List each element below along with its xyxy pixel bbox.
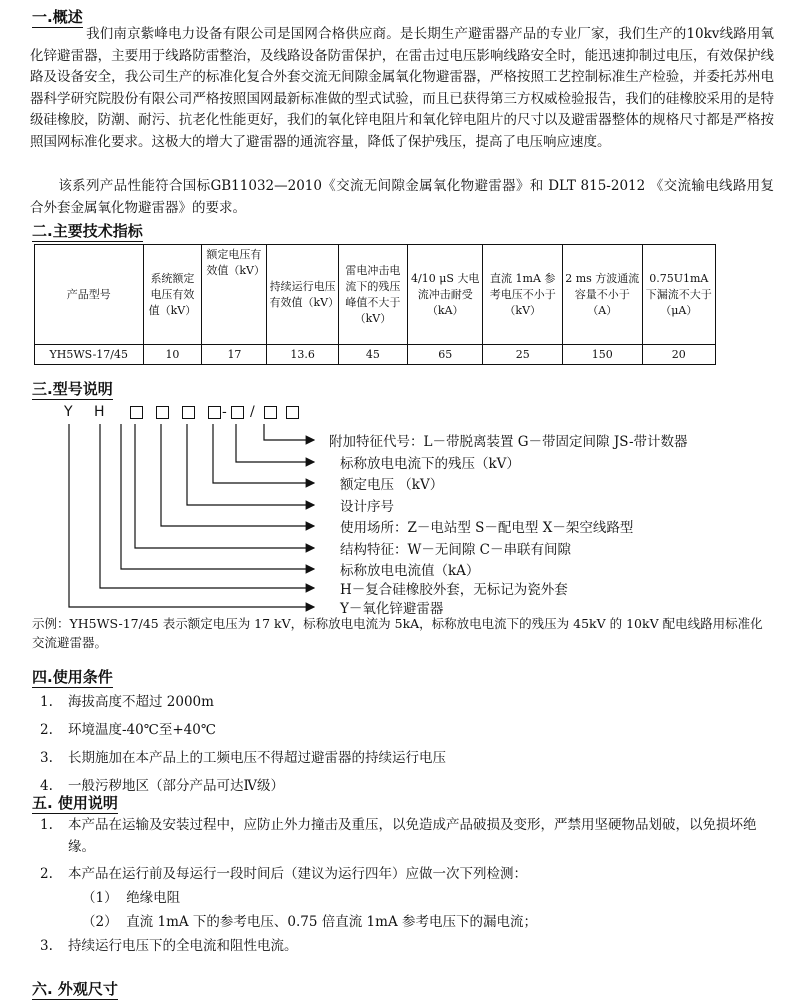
- instruction-item-2: 2. 本产品在运行前及每运行一段时间后（建议为运行四年）应做一次下列检测：: [40, 866, 527, 882]
- list-item: 4. 一般污秽地区（部分产品可达Ⅳ级）: [40, 778, 284, 794]
- instruction-item-1: 1. 本产品在运输及安装过程中，应防止外力撞击及重压，以免造成产品破损及变形，严禁用坚硬物品划破，以免损坏绝缘。: [40, 817, 757, 855]
- spec-header-row: [35, 245, 716, 345]
- model-desc-discharge: 标称放电电流值（kA）: [340, 563, 480, 579]
- spec-cell-leakage: 20: [642, 345, 715, 365]
- spec-header-model: 产品型号: [35, 245, 144, 345]
- spec-cell-impulse-withstand: 65: [408, 345, 483, 365]
- spec-header-leakage: 0.75U1mA下漏流不大于（μA）: [642, 245, 715, 345]
- spec-header-residual-voltage: 雷电冲击电流下的残压峰值不大于（kV）: [338, 245, 407, 345]
- spec-cell-residual-voltage: 45: [338, 345, 407, 365]
- spec-header-impulse-withstand: 4/10 μS 大电流冲击耐受（kA）: [408, 245, 483, 345]
- spec-cell-square-wave: 150: [563, 345, 643, 365]
- spec-table: [34, 244, 716, 365]
- instruction-sub-2: （2） 直流 1mA 下的参考电压、0.75 倍直流 1mA 参考电压下的漏电流；: [82, 914, 537, 930]
- list-item: 1. 海拔高度不超过 2000m: [40, 694, 214, 710]
- section-heading-instructions: 五. 使用说明: [32, 794, 118, 812]
- spec-cell-model: YH5WS-17/45: [35, 345, 144, 365]
- section-heading-conditions: 四.使用条件: [32, 668, 113, 686]
- spec-cell-rated-voltage: 17: [202, 345, 267, 365]
- conditions-list: [40, 688, 446, 800]
- spec-header-square-wave: 2 ms 方波通流容量不小于（A）: [563, 245, 643, 345]
- standards-text: 该系列产品性能符合国标GB11032—2010《交流无间隙金属氧化物避雷器》和 DLT 815-2012 《交流输电线路用复合外套金属氧化物避雷器》的要求。: [30, 178, 774, 216]
- spec-header-dc-ref-voltage: 直流 1mA 参考电压不小于（kV）: [483, 245, 563, 345]
- section-heading-dimensions: 六. 外观尺寸: [32, 980, 118, 998]
- spec-data-row: [35, 345, 716, 365]
- model-desc-usage: 使用场所：Z－电站型 S－配电型 X－架空线路型: [340, 520, 634, 536]
- spec-cell-system-voltage: 10: [143, 345, 202, 365]
- model-desc-design-seq: 设计序号: [340, 499, 394, 515]
- spec-header-continuous-voltage: 持续运行电压有效值（kV）: [267, 245, 338, 345]
- spec-cell-dc-ref-voltage: 25: [483, 345, 563, 365]
- overview-text: 我们南京紫峰电力设备有限公司是国网合格供应商。是长期生产避雷器产品的专业厂家，我们生产的10kv线路用氧化锌避雷器，主要用于线路防雷整治，及线路设备防雷保护，在雷击过电压影响线路安全时，能迅速抑制过电压，有效保护线路及设备安全，我公司生产的标准化复合外套交流无间隙金属氧化物避雷器，严格按照工艺控制标准生产检验，并委托苏州电器科学研究院股份有限公司严格按照国网最新标准做的型式试验，而且已获得第三方权威检验报告，我们的硅橡胶采用的是特级硅橡胶，防潮、耐污、抗老化性能更好，我们的氧化锌电阻片和氧化锌电阻片的尺寸以及避雷器整体的规格尺寸都是严格按照国网标准化要求。这极大的增大了避雷器的通流容量，降低了保护残压，提高了电压响应速度。: [30, 26, 774, 150]
- model-desc-rated-voltage: 额定电压 （kV）: [340, 477, 444, 493]
- list-item: 2. 环境温度-40℃至+40℃: [40, 722, 216, 738]
- model-diagram: [64, 404, 784, 617]
- model-desc-structure: 结构特征：W－无间隙 C－串联有间隙: [340, 542, 571, 558]
- model-desc-housing: H－复合硅橡胶外套，无标记为瓷外套: [340, 582, 568, 598]
- standards-paragraph: [30, 176, 774, 219]
- model-example: 示例：YH5WS-17/45 表示额定电压为 17 kV，标称放电电流为 5kA，标称放电电流下的残压为 45kV 的 10kV 配电线路用标准化交流避雷器。: [32, 616, 763, 650]
- spec-header-system-voltage: 系统额定电压有效值（kV）: [143, 245, 202, 345]
- section-heading-model: 三.型号说明: [32, 380, 113, 398]
- section-heading-overview: 一.概述: [32, 8, 83, 26]
- section-heading-specs: 二.主要技术指标: [32, 222, 143, 240]
- model-desc-zno: Y－氧化锌避雷器: [340, 601, 444, 617]
- code-letter-h: H: [94, 404, 105, 420]
- instruction-sub-1: （1） 绝缘电阻: [82, 890, 181, 906]
- list-item: 3. 长期施加在本产品上的工频电压不得超过避雷器的持续运行电压: [40, 750, 446, 766]
- model-desc-residual: 标称放电电流下的残压（kV）: [340, 456, 520, 472]
- spec-header-rated-voltage: 额定电压有效值（kV）: [202, 245, 267, 345]
- instruction-item-3: 3. 持续运行电压下的全电流和阻性电流。: [40, 938, 298, 954]
- model-desc-additional: 附加特征代号：L－带脱离装置 G－带固定间隙 JS-带计数器: [329, 434, 688, 450]
- leader-lines: [64, 404, 324, 614]
- code-dash: -: [222, 404, 227, 420]
- spec-cell-continuous-voltage: 13.6: [267, 345, 338, 365]
- code-slash: /: [250, 404, 255, 420]
- code-letter-y: Y: [64, 404, 73, 420]
- overview-paragraph: [30, 24, 774, 154]
